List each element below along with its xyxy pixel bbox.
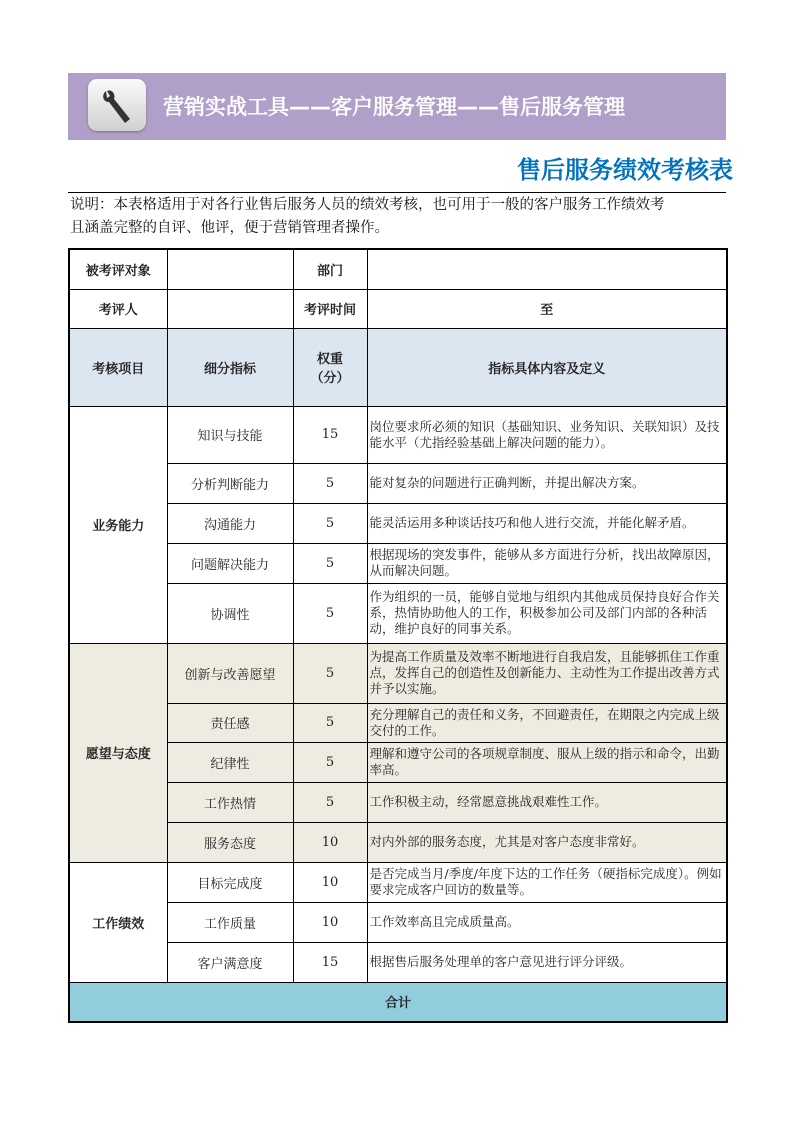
- description-line: 且涵盖完整的自评、他评，便于营销管理者操作。: [70, 220, 389, 236]
- category-cell: 工作绩效: [69, 862, 167, 982]
- total-row: [69, 982, 727, 1022]
- definition-cell: 对内外部的服务态度，尤其是对客户态度非常好。: [367, 822, 727, 862]
- indicator-cell: 分析判断能力: [167, 463, 293, 503]
- header-weight: 权重（分）: [293, 328, 367, 406]
- table-row: [69, 942, 727, 982]
- table-row: [69, 643, 727, 703]
- weight-cell: 5: [293, 503, 367, 543]
- weight-cell: 10: [293, 862, 367, 902]
- definition-cell: 能灵活运用多种谈话技巧和他人进行交流，并能化解矛盾。: [367, 503, 727, 543]
- wrench-icon: [88, 79, 146, 131]
- definition-cell: 根据现场的突发事件，能够从多方面进行分析，找出故障原因，从而解决问题。: [367, 543, 727, 583]
- reviewer-label: 考评人: [69, 289, 167, 328]
- indicator-cell: 责任感: [167, 703, 293, 742]
- weight-cell: 5: [293, 463, 367, 503]
- target-label: 被考评对象: [69, 249, 167, 289]
- dept-field[interactable]: [367, 249, 727, 289]
- table-row: [69, 822, 727, 862]
- table-row: [69, 703, 727, 742]
- weight-cell: 10: [293, 822, 367, 862]
- total-label: 合计: [69, 982, 727, 1022]
- indicator-cell: 纪律性: [167, 742, 293, 782]
- header-indicator: 细分指标: [167, 328, 293, 406]
- table-row: [69, 902, 727, 942]
- time-label: 考评时间: [293, 289, 367, 328]
- header-definition: 指标具体内容及定义: [367, 328, 727, 406]
- indicator-cell: 问题解决能力: [167, 543, 293, 583]
- reviewer-field[interactable]: [167, 289, 293, 328]
- weight-cell: 5: [293, 703, 367, 742]
- weight-cell: 5: [293, 782, 367, 822]
- table-row: [69, 782, 727, 822]
- indicator-cell: 沟通能力: [167, 503, 293, 543]
- weight-cell: 5: [293, 742, 367, 782]
- page-title: 售后服务绩效考核表: [517, 156, 733, 184]
- weight-cell: 15: [293, 406, 367, 463]
- indicator-cell: 工作热情: [167, 782, 293, 822]
- weight-cell: 5: [293, 583, 367, 643]
- indicator-cell: 目标完成度: [167, 862, 293, 902]
- definition-cell: 作为组织的一员，能够自觉地与组织内其他成员保持良好合作关系，热情协助他人的工作，积极参加公司及部门内部的各种活动，维护良好的同事关系。: [367, 583, 727, 643]
- target-field[interactable]: [167, 249, 293, 289]
- category-cell: 愿望与态度: [69, 643, 167, 862]
- definition-cell: 能对复杂的问题进行正确判断，并提出解决方案。: [367, 463, 727, 503]
- category-cell: 业务能力: [69, 406, 167, 643]
- indicator-cell: 客户满意度: [167, 942, 293, 982]
- dept-label: 部门: [293, 249, 367, 289]
- table-row: [69, 862, 727, 902]
- weight-cell: 10: [293, 902, 367, 942]
- evaluation-table: [68, 248, 728, 1023]
- table-row: [69, 503, 727, 543]
- definition-cell: 根据售后服务处理单的客户意见进行评分评级。: [367, 942, 727, 982]
- definition-cell: 是否完成当月/季度/年度下达的工作任务（硬指标完成度）。例如要求完成客户回访的数量等。: [367, 862, 727, 902]
- definition-cell: 充分理解自己的责任和义务，不回避责任，在期限之内完成上级交付的工作。: [367, 703, 727, 742]
- divider: [68, 192, 726, 193]
- indicator-cell: 知识与技能: [167, 406, 293, 463]
- table-row: [69, 463, 727, 503]
- weight-cell: 15: [293, 942, 367, 982]
- weight-cell: 5: [293, 543, 367, 583]
- header-banner: [68, 73, 726, 140]
- definition-cell: 为提高工作质量及效率不断地进行自我启发，且能够抓住工作重点，发挥自己的创造性及创新能力、主动性为工作提出改善方式并予以实施。: [367, 643, 727, 703]
- description: [70, 194, 730, 240]
- indicator-cell: 服务态度: [167, 822, 293, 862]
- definition-cell: 岗位要求所必须的知识（基础知识、业务知识、关联知识）及技能水平（尤指经验基础上解决问题的能力）。: [367, 406, 727, 463]
- table-row: [69, 742, 727, 782]
- table-row: [69, 406, 727, 463]
- indicator-cell: 创新与改善愿望: [167, 643, 293, 703]
- banner-title: 营销实战工具——客户服务管理——售后服务管理: [163, 95, 625, 119]
- definition-cell: 工作积极主动，经常愿意挑战艰难性工作。: [367, 782, 727, 822]
- indicator-cell: 协调性: [167, 583, 293, 643]
- table-row: [69, 543, 727, 583]
- definition-cell: 理解和遵守公司的各项规章制度、服从上级的指示和命令，出勤率高。: [367, 742, 727, 782]
- header-category: 考核项目: [69, 328, 167, 406]
- table-row: [69, 583, 727, 643]
- time-field[interactable]: 至: [367, 289, 727, 328]
- indicator-cell: 工作质量: [167, 902, 293, 942]
- definition-cell: 工作效率高且完成质量高。: [367, 902, 727, 942]
- description-line: 说明：本表格适用于对各行业售后服务人员的绩效考核，也可用于一般的客户服务工作绩效考: [70, 197, 665, 213]
- weight-cell: 5: [293, 643, 367, 703]
